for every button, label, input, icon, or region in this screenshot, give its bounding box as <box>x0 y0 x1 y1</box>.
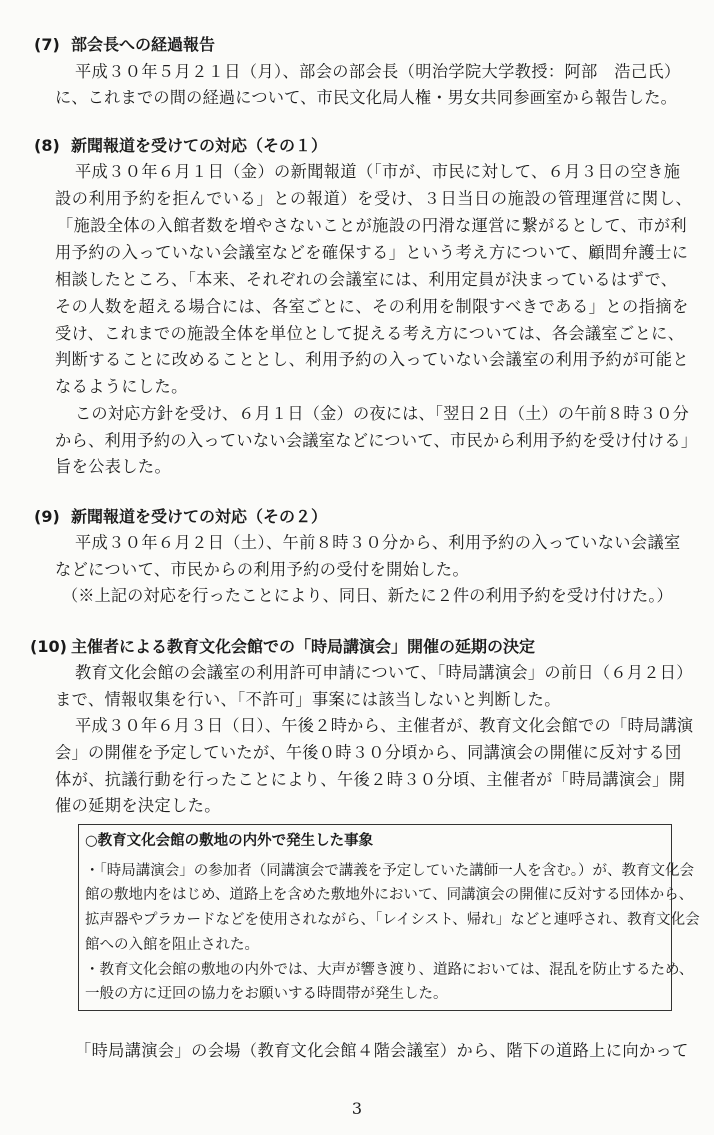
paragraph-line: から、利用予約の入っていない会議室などについて、市民から利用予約を受け付ける」 <box>55 431 698 450</box>
paragraph-line: 平成３０年５月２１日（月）、部会の部会長（明治学院大学教授：阿部 浩己氏） <box>75 62 681 81</box>
paragraph-line: 「施設全体の入館者数を増やさないことが施設の円滑な運営に繋がるとして、市が利 <box>57 216 687 235</box>
paragraph-line: 受け、これまでの施設全体を単位として捉える考え方については、各会議室ごとに、 <box>55 324 685 343</box>
section-number: (8) <box>34 136 60 155</box>
paragraph-line: 平成３０年６月３日（日）、午後２時から、主催者が、教育文化会館での「時局講演 <box>75 716 694 735</box>
section-title: 部会長への経過報告 <box>71 35 216 54</box>
incident-box-line: 館への入館を阻止された。 <box>85 937 259 953</box>
paragraph-line: 教育文化会館の会議室の利用許可申請について、「時局講演会」の前日（６月２日） <box>75 663 693 682</box>
incident-box-line: 館の敷地内をはじめ、道路上を含めた敷地外において、同講演会の開催に反対する団体から、 <box>85 887 694 903</box>
paragraph-line: まで、情報収集を行い、「不許可」事案には該当しないと判断した。 <box>55 690 561 709</box>
incident-box-title: ○教育文化会館の敷地の内外で発生した事象 <box>85 833 374 849</box>
paragraph-line: 平成３０年６月２日（土）、午前８時３０分から、利用予約の入っていない会議室 <box>75 533 681 552</box>
incident-box-line: ・「時局講演会」の参加者（同講演会で講義を予定していた講師一人を含む。）が、教育文化会 <box>85 863 694 879</box>
section-number: (7) <box>34 35 60 54</box>
paragraph-line: 旨を公表した。 <box>55 457 172 476</box>
paragraph-line: 平成３０年６月１日（金）の新聞報道（「市が、市民に対して、６月３日の空き施 <box>75 162 681 181</box>
paragraph-line: この対応方針を受け、６月１日（金）の夜には、「翌日２日（土）の午前８時３０分 <box>75 404 689 423</box>
paragraph-line: 相談したところ、「本来、それぞれの会議室には、利用定員が決まっているはずで、 <box>55 270 678 289</box>
paragraph-line: なるようにした。 <box>55 377 188 396</box>
section-title: 主催者による教育文化会館での「時局講演会」開催の延期の決定 <box>71 637 536 656</box>
section-title: 新聞報道を受けての対応（その２） <box>71 507 328 526</box>
section-title: 新聞報道を受けての対応（その１） <box>71 136 328 155</box>
paragraph-line: （※上記の対応を行ったことにより、同日、新たに２件の利用予約を受け付けた。） <box>62 586 673 605</box>
incident-box <box>78 824 700 1011</box>
incident-box-line: ・教育文化会館の敷地の内外では、大声が響き渡り、道路においては、混乱を防止するため、 <box>85 962 694 978</box>
paragraph-line: 会」の開催を予定していたが、午後０時３０分頃から、同講演会の開催に反対する団 <box>55 743 682 762</box>
incident-box-line: 拡声器やプラカードなどを使用されながら、「レイシスト、帰れ」などと連呼され、教育文化会 <box>85 912 700 928</box>
paragraph-line: 設の利用予約を拒んでいる」との報道）を受け、３日当日の施設の管理運営に関し、 <box>55 189 693 208</box>
paragraph-line: に、これまでの間の経過について、市民文化局人権・男女共同参画室から報告した。 <box>55 88 678 107</box>
incident-box-line: 一般の方に迂回の協力をお願いする時間帯が発生した。 <box>85 986 448 1002</box>
section-number: (10) <box>30 637 67 656</box>
paragraph-line: 体が、抗議行動を行ったことにより、午後２時３０分頃、主催者が「時局講演会」開 <box>55 770 686 789</box>
paragraph-line: 判断することに改めることとし、利用予約の入っていない会議室の利用予約が可能と <box>55 350 690 369</box>
paragraph-line: 催の延期を決定した。 <box>55 796 221 815</box>
paragraph-line: などについて、市民からの利用予約の受付を開始した。 <box>55 560 470 579</box>
paragraph-line: 用予約の入っていない会議室などを確保する」という考え方について、顧問弁護士に <box>55 243 689 262</box>
section-number: (9) <box>34 507 60 526</box>
closing-paragraph-line: 「時局講演会」の会場（教育文化会館４階会議室）から、階下の道路上に向かって <box>75 1041 689 1060</box>
page-number: 3 <box>351 1099 363 1118</box>
paragraph-line: その人数を超える場合には、各室ごとに、その利用を制限すべきである」との指摘を <box>55 297 689 316</box>
